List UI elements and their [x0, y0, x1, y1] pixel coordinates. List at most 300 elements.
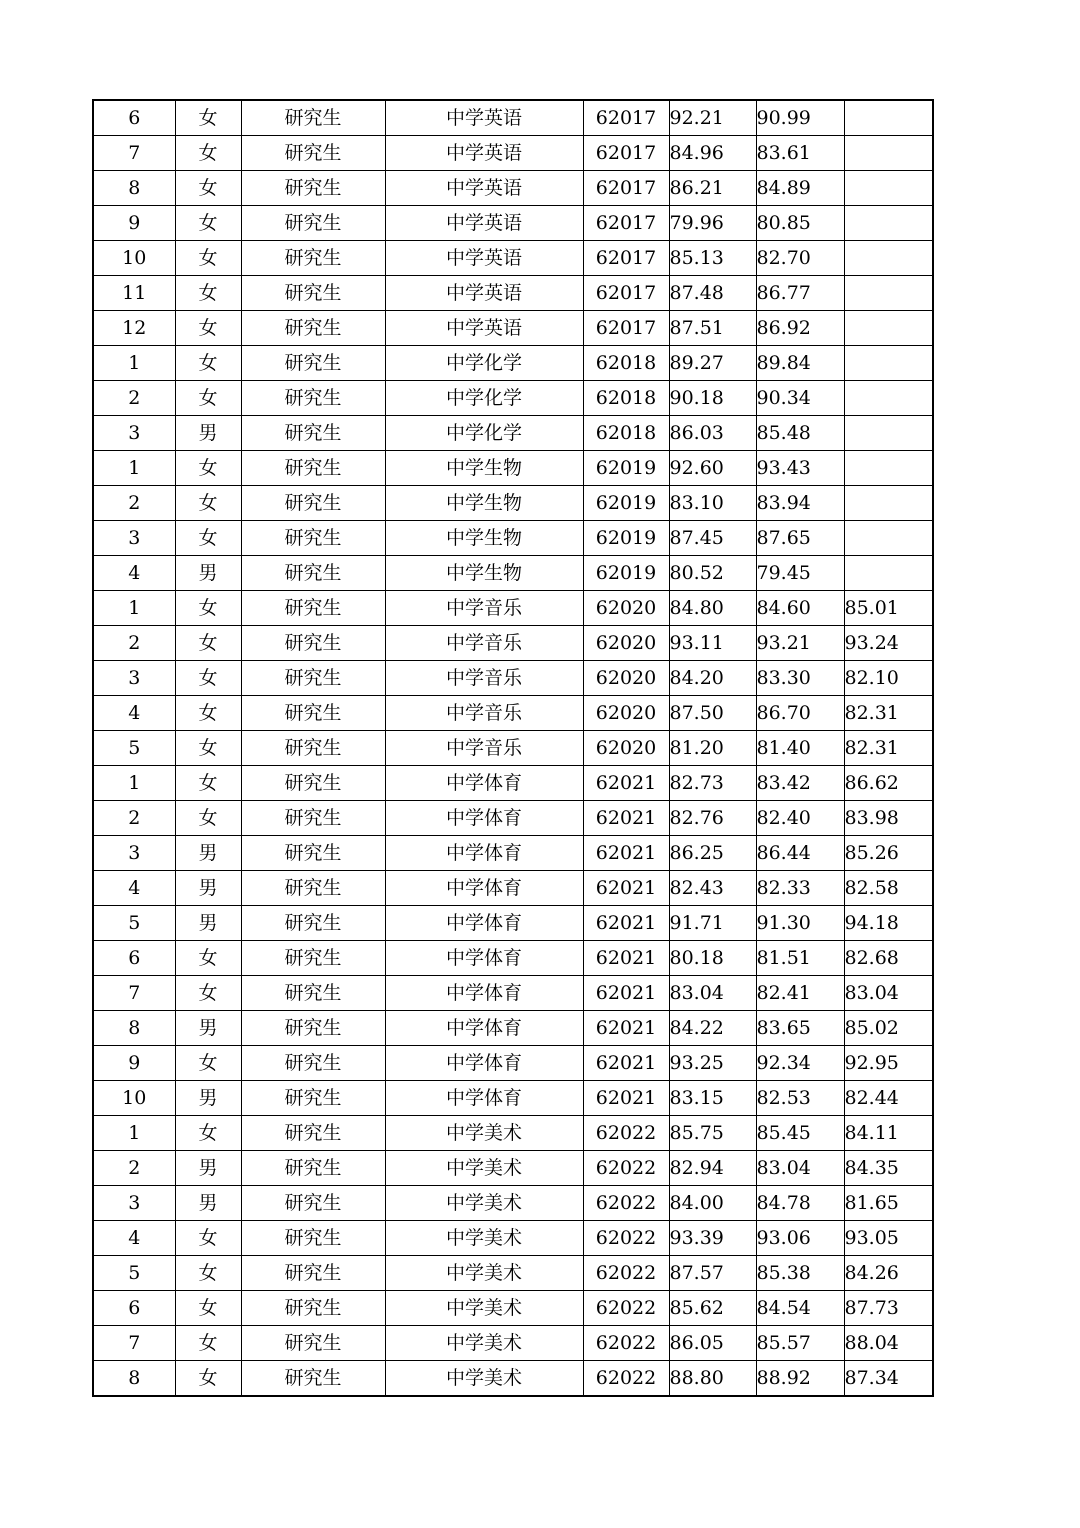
score-1-cell: 84.00 — [669, 1186, 756, 1221]
education-cell: 研究生 — [241, 276, 385, 311]
table-row — [93, 801, 933, 836]
seq-cell: 8 — [93, 1361, 175, 1397]
subject-cell: 中学音乐 — [385, 591, 583, 626]
score-2-cell: 81.40 — [756, 731, 844, 766]
score-2-cell: 85.57 — [756, 1326, 844, 1361]
table-row — [93, 836, 933, 871]
score-3-cell: 92.95 — [844, 1046, 933, 1081]
gender-cell: 男 — [175, 1011, 241, 1046]
score-1-cell: 84.96 — [669, 136, 756, 171]
gender-cell: 女 — [175, 311, 241, 346]
score-1-cell: 93.39 — [669, 1221, 756, 1256]
score-1-cell: 80.18 — [669, 941, 756, 976]
education-cell: 研究生 — [241, 1151, 385, 1186]
score-2-cell: 87.65 — [756, 521, 844, 556]
gender-cell: 女 — [175, 976, 241, 1011]
education-cell: 研究生 — [241, 591, 385, 626]
score-2-cell: 84.54 — [756, 1291, 844, 1326]
position-code-cell: 62019 — [583, 556, 669, 591]
seq-cell: 3 — [93, 1186, 175, 1221]
score-1-cell: 85.13 — [669, 241, 756, 276]
table-row — [93, 486, 933, 521]
score-2-cell: 83.61 — [756, 136, 844, 171]
education-cell: 研究生 — [241, 556, 385, 591]
score-3-cell — [844, 206, 933, 241]
score-2-cell: 92.34 — [756, 1046, 844, 1081]
position-code-cell: 62021 — [583, 871, 669, 906]
subject-cell: 中学音乐 — [385, 661, 583, 696]
score-1-cell: 84.20 — [669, 661, 756, 696]
subject-cell: 中学英语 — [385, 206, 583, 241]
gender-cell: 男 — [175, 1081, 241, 1116]
score-3-cell: 82.31 — [844, 731, 933, 766]
score-1-cell: 83.10 — [669, 486, 756, 521]
table-row — [93, 1361, 933, 1397]
score-2-cell: 93.43 — [756, 451, 844, 486]
score-3-cell — [844, 381, 933, 416]
position-code-cell: 62017 — [583, 276, 669, 311]
seq-cell: 7 — [93, 976, 175, 1011]
table-row — [93, 1186, 933, 1221]
score-2-cell: 83.65 — [756, 1011, 844, 1046]
score-3-cell: 94.18 — [844, 906, 933, 941]
position-code-cell: 62022 — [583, 1256, 669, 1291]
education-cell: 研究生 — [241, 521, 385, 556]
table-row — [93, 381, 933, 416]
seq-cell: 2 — [93, 801, 175, 836]
education-cell: 研究生 — [241, 836, 385, 871]
table-row — [93, 906, 933, 941]
seq-cell: 4 — [93, 871, 175, 906]
score-1-cell: 87.50 — [669, 696, 756, 731]
position-code-cell: 62017 — [583, 311, 669, 346]
score-3-cell: 85.02 — [844, 1011, 933, 1046]
seq-cell: 2 — [93, 626, 175, 661]
subject-cell: 中学化学 — [385, 381, 583, 416]
gender-cell: 男 — [175, 836, 241, 871]
seq-cell: 5 — [93, 1256, 175, 1291]
score-1-cell: 87.57 — [669, 1256, 756, 1291]
seq-cell: 2 — [93, 381, 175, 416]
table-row — [93, 661, 933, 696]
score-3-cell: 82.58 — [844, 871, 933, 906]
score-2-cell: 84.60 — [756, 591, 844, 626]
score-1-cell: 88.80 — [669, 1361, 756, 1397]
table-row — [93, 1116, 933, 1151]
education-cell: 研究生 — [241, 486, 385, 521]
score-2-cell: 82.33 — [756, 871, 844, 906]
subject-cell: 中学生物 — [385, 556, 583, 591]
table-row — [93, 696, 933, 731]
score-3-cell: 83.98 — [844, 801, 933, 836]
seq-cell: 6 — [93, 941, 175, 976]
gender-cell: 男 — [175, 1151, 241, 1186]
table-row — [93, 1046, 933, 1081]
subject-cell: 中学生物 — [385, 451, 583, 486]
education-cell: 研究生 — [241, 451, 385, 486]
gender-cell: 女 — [175, 276, 241, 311]
score-3-cell: 88.04 — [844, 1326, 933, 1361]
score-1-cell: 93.11 — [669, 626, 756, 661]
gender-cell: 男 — [175, 1186, 241, 1221]
gender-cell: 女 — [175, 731, 241, 766]
gender-cell: 女 — [175, 766, 241, 801]
score-3-cell — [844, 276, 933, 311]
score-3-cell — [844, 521, 933, 556]
score-1-cell: 84.22 — [669, 1011, 756, 1046]
gender-cell: 女 — [175, 451, 241, 486]
education-cell: 研究生 — [241, 871, 385, 906]
score-3-cell — [844, 416, 933, 451]
seq-cell: 5 — [93, 906, 175, 941]
score-3-cell — [844, 100, 933, 136]
table-row — [93, 731, 933, 766]
score-3-cell — [844, 311, 933, 346]
score-3-cell — [844, 451, 933, 486]
score-1-cell: 87.51 — [669, 311, 756, 346]
gender-cell: 女 — [175, 1116, 241, 1151]
subject-cell: 中学音乐 — [385, 696, 583, 731]
education-cell: 研究生 — [241, 731, 385, 766]
education-cell: 研究生 — [241, 311, 385, 346]
seq-cell: 4 — [93, 1221, 175, 1256]
subject-cell: 中学英语 — [385, 136, 583, 171]
subject-cell: 中学美术 — [385, 1151, 583, 1186]
education-cell: 研究生 — [241, 941, 385, 976]
subject-cell: 中学体育 — [385, 871, 583, 906]
score-1-cell: 83.15 — [669, 1081, 756, 1116]
score-2-cell: 82.53 — [756, 1081, 844, 1116]
score-1-cell: 92.60 — [669, 451, 756, 486]
seq-cell: 9 — [93, 1046, 175, 1081]
subject-cell: 中学体育 — [385, 906, 583, 941]
score-1-cell: 85.75 — [669, 1116, 756, 1151]
education-cell: 研究生 — [241, 626, 385, 661]
gender-cell: 女 — [175, 521, 241, 556]
score-3-cell — [844, 556, 933, 591]
gender-cell: 男 — [175, 416, 241, 451]
score-2-cell: 84.89 — [756, 171, 844, 206]
education-cell: 研究生 — [241, 1116, 385, 1151]
table-row — [93, 1256, 933, 1291]
subject-cell: 中学美术 — [385, 1256, 583, 1291]
subject-cell: 中学美术 — [385, 1291, 583, 1326]
subject-cell: 中学生物 — [385, 486, 583, 521]
position-code-cell: 62017 — [583, 171, 669, 206]
score-2-cell: 82.40 — [756, 801, 844, 836]
subject-cell: 中学体育 — [385, 766, 583, 801]
position-code-cell: 62018 — [583, 416, 669, 451]
position-code-cell: 62022 — [583, 1326, 669, 1361]
score-2-cell: 88.92 — [756, 1361, 844, 1397]
subject-cell: 中学英语 — [385, 171, 583, 206]
gender-cell: 男 — [175, 556, 241, 591]
table-row — [93, 206, 933, 241]
subject-cell: 中学美术 — [385, 1361, 583, 1397]
position-code-cell: 62020 — [583, 626, 669, 661]
score-3-cell: 84.11 — [844, 1116, 933, 1151]
position-code-cell: 62017 — [583, 241, 669, 276]
score-2-cell: 89.84 — [756, 346, 844, 381]
table-row — [93, 1291, 933, 1326]
position-code-cell: 62021 — [583, 1046, 669, 1081]
score-2-cell: 83.30 — [756, 661, 844, 696]
position-code-cell: 62022 — [583, 1291, 669, 1326]
score-2-cell: 84.78 — [756, 1186, 844, 1221]
table-row — [93, 100, 933, 136]
score-1-cell: 87.45 — [669, 521, 756, 556]
table-row — [93, 416, 933, 451]
subject-cell: 中学体育 — [385, 1081, 583, 1116]
gender-cell: 男 — [175, 906, 241, 941]
education-cell: 研究生 — [241, 1361, 385, 1397]
score-1-cell: 90.18 — [669, 381, 756, 416]
education-cell: 研究生 — [241, 136, 385, 171]
position-code-cell: 62019 — [583, 451, 669, 486]
score-1-cell: 82.73 — [669, 766, 756, 801]
score-3-cell: 93.24 — [844, 626, 933, 661]
score-2-cell: 83.42 — [756, 766, 844, 801]
score-1-cell: 93.25 — [669, 1046, 756, 1081]
seq-cell: 2 — [93, 1151, 175, 1186]
table-row — [93, 976, 933, 1011]
table-row — [93, 1011, 933, 1046]
position-code-cell: 62020 — [583, 591, 669, 626]
table-row — [93, 591, 933, 626]
table-row — [93, 941, 933, 976]
table-row — [93, 311, 933, 346]
seq-cell: 6 — [93, 1291, 175, 1326]
table-row — [93, 521, 933, 556]
seq-cell: 6 — [93, 100, 175, 136]
score-3-cell: 87.34 — [844, 1361, 933, 1397]
seq-cell: 3 — [93, 836, 175, 871]
score-2-cell: 80.85 — [756, 206, 844, 241]
seq-cell: 4 — [93, 556, 175, 591]
gender-cell: 女 — [175, 1221, 241, 1256]
subject-cell: 中学英语 — [385, 100, 583, 136]
seq-cell: 10 — [93, 1081, 175, 1116]
score-2-cell: 90.34 — [756, 381, 844, 416]
education-cell: 研究生 — [241, 346, 385, 381]
table-row — [93, 1151, 933, 1186]
score-2-cell: 79.45 — [756, 556, 844, 591]
seq-cell: 8 — [93, 1011, 175, 1046]
table-row — [93, 766, 933, 801]
subject-cell: 中学美术 — [385, 1221, 583, 1256]
subject-cell: 中学体育 — [385, 1011, 583, 1046]
subject-cell: 中学化学 — [385, 346, 583, 381]
education-cell: 研究生 — [241, 1046, 385, 1081]
score-1-cell: 80.52 — [669, 556, 756, 591]
score-3-cell: 84.35 — [844, 1151, 933, 1186]
score-1-cell: 85.62 — [669, 1291, 756, 1326]
score-2-cell: 93.06 — [756, 1221, 844, 1256]
gender-cell: 女 — [175, 626, 241, 661]
seq-cell: 7 — [93, 136, 175, 171]
seq-cell: 5 — [93, 731, 175, 766]
gender-cell: 女 — [175, 346, 241, 381]
score-1-cell: 86.25 — [669, 836, 756, 871]
table-row — [93, 346, 933, 381]
subject-cell: 中学化学 — [385, 416, 583, 451]
position-code-cell: 62021 — [583, 1081, 669, 1116]
score-2-cell: 82.70 — [756, 241, 844, 276]
position-code-cell: 62022 — [583, 1221, 669, 1256]
score-1-cell: 81.20 — [669, 731, 756, 766]
table-row — [93, 871, 933, 906]
position-code-cell: 62018 — [583, 346, 669, 381]
score-3-cell — [844, 486, 933, 521]
table-row — [93, 136, 933, 171]
education-cell: 研究生 — [241, 1291, 385, 1326]
score-3-cell: 82.31 — [844, 696, 933, 731]
table-body — [93, 100, 933, 1396]
score-3-cell: 81.65 — [844, 1186, 933, 1221]
gender-cell: 女 — [175, 696, 241, 731]
score-2-cell: 83.94 — [756, 486, 844, 521]
seq-cell: 1 — [93, 346, 175, 381]
score-2-cell: 85.45 — [756, 1116, 844, 1151]
score-3-cell — [844, 346, 933, 381]
seq-cell: 12 — [93, 311, 175, 346]
seq-cell: 1 — [93, 451, 175, 486]
score-2-cell: 86.70 — [756, 696, 844, 731]
score-2-cell: 86.92 — [756, 311, 844, 346]
position-code-cell: 62017 — [583, 100, 669, 136]
seq-cell: 11 — [93, 276, 175, 311]
position-code-cell: 62022 — [583, 1186, 669, 1221]
education-cell: 研究生 — [241, 171, 385, 206]
gender-cell: 女 — [175, 206, 241, 241]
education-cell: 研究生 — [241, 766, 385, 801]
score-1-cell: 82.94 — [669, 1151, 756, 1186]
education-cell: 研究生 — [241, 1221, 385, 1256]
gender-cell: 女 — [175, 1046, 241, 1081]
education-cell: 研究生 — [241, 381, 385, 416]
score-1-cell: 87.48 — [669, 276, 756, 311]
subject-cell: 中学生物 — [385, 521, 583, 556]
score-3-cell: 83.04 — [844, 976, 933, 1011]
score-3-cell: 82.68 — [844, 941, 933, 976]
subject-cell: 中学体育 — [385, 1046, 583, 1081]
seq-cell: 1 — [93, 766, 175, 801]
subject-cell: 中学英语 — [385, 311, 583, 346]
seq-cell: 4 — [93, 696, 175, 731]
position-code-cell: 62022 — [583, 1151, 669, 1186]
score-2-cell: 82.41 — [756, 976, 844, 1011]
position-code-cell: 62017 — [583, 206, 669, 241]
position-code-cell: 62021 — [583, 801, 669, 836]
score-2-cell: 93.21 — [756, 626, 844, 661]
score-3-cell: 86.62 — [844, 766, 933, 801]
education-cell: 研究生 — [241, 1081, 385, 1116]
subject-cell: 中学英语 — [385, 241, 583, 276]
education-cell: 研究生 — [241, 1186, 385, 1221]
gender-cell: 女 — [175, 1326, 241, 1361]
gender-cell: 女 — [175, 1256, 241, 1291]
education-cell: 研究生 — [241, 206, 385, 241]
gender-cell: 女 — [175, 136, 241, 171]
table-row — [93, 276, 933, 311]
position-code-cell: 62020 — [583, 696, 669, 731]
subject-cell: 中学体育 — [385, 976, 583, 1011]
score-1-cell: 82.76 — [669, 801, 756, 836]
position-code-cell: 62021 — [583, 766, 669, 801]
position-code-cell: 62020 — [583, 661, 669, 696]
position-code-cell: 62021 — [583, 976, 669, 1011]
education-cell: 研究生 — [241, 1011, 385, 1046]
subject-cell: 中学英语 — [385, 276, 583, 311]
seq-cell: 3 — [93, 661, 175, 696]
gender-cell: 男 — [175, 871, 241, 906]
score-2-cell: 86.77 — [756, 276, 844, 311]
position-code-cell: 62022 — [583, 1361, 669, 1397]
table-row — [93, 1326, 933, 1361]
table-row — [93, 626, 933, 661]
score-3-cell: 87.73 — [844, 1291, 933, 1326]
subject-cell: 中学音乐 — [385, 731, 583, 766]
table-row — [93, 1081, 933, 1116]
score-2-cell: 85.38 — [756, 1256, 844, 1291]
seq-cell: 3 — [93, 521, 175, 556]
score-3-cell: 82.44 — [844, 1081, 933, 1116]
gender-cell: 女 — [175, 801, 241, 836]
subject-cell: 中学体育 — [385, 836, 583, 871]
table-row — [93, 241, 933, 276]
score-2-cell: 81.51 — [756, 941, 844, 976]
gender-cell: 女 — [175, 171, 241, 206]
score-1-cell: 86.21 — [669, 171, 756, 206]
score-2-cell: 86.44 — [756, 836, 844, 871]
gender-cell: 女 — [175, 591, 241, 626]
gender-cell: 女 — [175, 241, 241, 276]
seq-cell: 8 — [93, 171, 175, 206]
subject-cell: 中学体育 — [385, 941, 583, 976]
score-2-cell: 91.30 — [756, 906, 844, 941]
score-3-cell: 93.05 — [844, 1221, 933, 1256]
gender-cell: 女 — [175, 941, 241, 976]
gender-cell: 女 — [175, 661, 241, 696]
seq-cell: 3 — [93, 416, 175, 451]
score-1-cell: 79.96 — [669, 206, 756, 241]
score-3-cell: 85.26 — [844, 836, 933, 871]
score-1-cell: 83.04 — [669, 976, 756, 1011]
education-cell: 研究生 — [241, 1326, 385, 1361]
position-code-cell: 62020 — [583, 731, 669, 766]
score-3-cell — [844, 171, 933, 206]
table-row — [93, 556, 933, 591]
score-3-cell: 85.01 — [844, 591, 933, 626]
gender-cell: 女 — [175, 100, 241, 136]
table-row — [93, 171, 933, 206]
score-2-cell: 85.48 — [756, 416, 844, 451]
score-1-cell: 84.80 — [669, 591, 756, 626]
position-code-cell: 62019 — [583, 486, 669, 521]
education-cell: 研究生 — [241, 1256, 385, 1291]
education-cell: 研究生 — [241, 416, 385, 451]
subject-cell: 中学美术 — [385, 1116, 583, 1151]
gender-cell: 女 — [175, 1361, 241, 1397]
education-cell: 研究生 — [241, 241, 385, 276]
position-code-cell: 62021 — [583, 836, 669, 871]
score-1-cell: 86.03 — [669, 416, 756, 451]
seq-cell: 7 — [93, 1326, 175, 1361]
subject-cell: 中学美术 — [385, 1186, 583, 1221]
position-code-cell: 62019 — [583, 521, 669, 556]
gender-cell: 女 — [175, 486, 241, 521]
education-cell: 研究生 — [241, 696, 385, 731]
